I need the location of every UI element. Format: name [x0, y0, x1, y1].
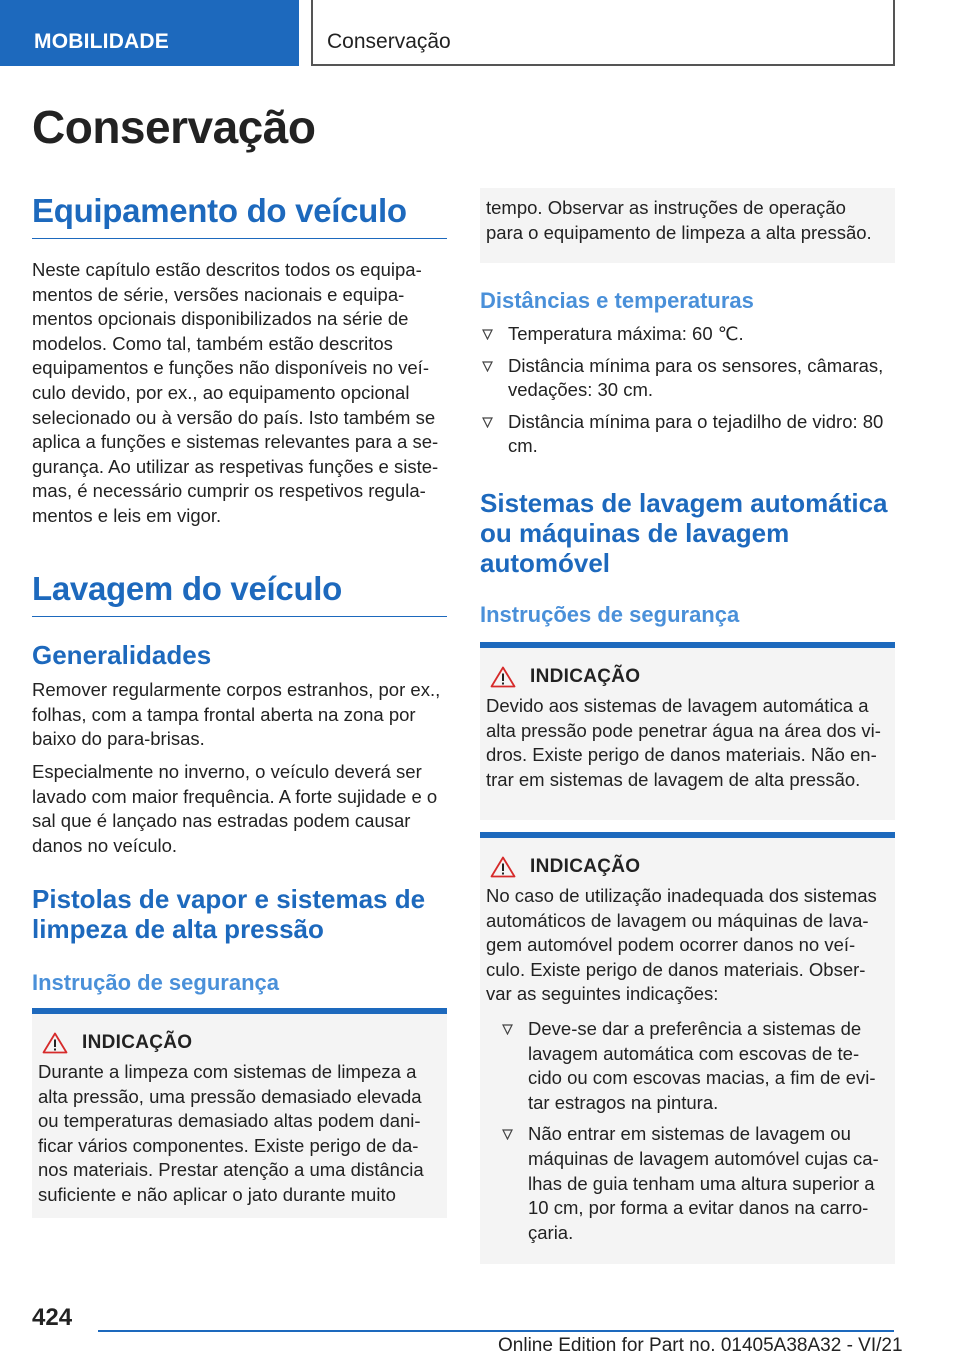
edition-note: Online Edition for Part no. 01405A38A32 - VI/21	[498, 1335, 903, 1356]
heading-safety-instructions: Instruções de segurança	[480, 602, 740, 627]
footer-divider	[98, 1330, 894, 1332]
list-washing-recommendations	[500, 1017, 887, 1245]
notice-text: Devido aos sistemas de lavagem automática a alta pressão pode penetrar água na área dos vi-dros. Existe perigo de danos materiais. Não en-trar em sistemas de lavagem de alta pressão.	[486, 695, 881, 790]
notice-title: INDICAÇÃO	[530, 666, 641, 687]
heading-distances-temperatures: Distâncias e temperaturas	[480, 288, 754, 313]
heading-automatic-washing: Sistemas de lavagem automática ou máquinas de lavagem automóvel	[480, 488, 888, 578]
warning-triangle-icon	[490, 666, 516, 688]
paragraph-general-1: Remover regularmente corpos estranhos, por ex., folhas, com a tampa frontal aberta na zona por baixo do para-brisas.	[32, 679, 441, 750]
triangle-bullet-icon	[482, 361, 493, 372]
notice-text: No caso de utilização inadequada dos sistemas automáticos de lavagem ou máquinas de lava-gem automóvel podem ocorrer danos no veí-culo. Existe perigo de danos materiais. Obser-var as seguintes indicações:	[486, 885, 877, 1005]
notice-box-pressure-continued	[480, 188, 895, 263]
list-item: Não entrar em sistemas de lavagem ou máquinas de lavagem automóvel cujas ca-lhas de guia tenham uma altura superior a 10 cm, por forma a evitar danos na carro-çaria.	[500, 1122, 887, 1245]
heading-safety-instruction: Instrução de segurança	[32, 970, 279, 995]
heading-steam-cleaners: Pistolas de vapor e sistemas de limpeza de alta pressão	[32, 884, 426, 944]
notice-text: Durante a limpeza com sistemas de limpeza a alta pressão, uma pressão demasiado elevada ou temperaturas demasiado altas podem dani-ficar vários componentes. Existe perigo de da-nos materiais. Prestar atenção a uma distância suficiente e não aplicar o jato durante muito	[38, 1061, 424, 1205]
page-header	[0, 0, 960, 66]
notice-text-continued: tempo. Observar as instruções de operação para o equipamento de limpeza a alta pressão.	[486, 197, 872, 243]
chapter-label: Conservação	[327, 30, 451, 53]
warning-triangle-icon	[490, 856, 516, 878]
notice-header	[488, 666, 887, 688]
chapter-tab	[311, 0, 895, 66]
notice-box-pressure	[32, 1008, 447, 1218]
page-number: 424	[32, 1304, 73, 1331]
notice-header	[40, 1032, 439, 1054]
triangle-bullet-icon	[482, 329, 493, 340]
notice-header	[488, 856, 887, 878]
heading-general: Generalidades	[32, 640, 212, 670]
list-distances	[480, 322, 895, 466]
list-item: Temperatura máxima: 60 ℃.	[480, 322, 895, 347]
triangle-bullet-icon	[502, 1024, 513, 1035]
paragraph-equipment: Neste capítulo estão descritos todos os equipa-mentos de série, versões nacionais e equipa-mentos opcionais disponibilizados na série de modelos. Como tal, também estão descritos equipamentos e funções não disponíveis no veí-culo devido, por ex., ao equipamento opcional selecionado ou à versão do país. Isto também se aplica a funções e sistemas relevantes para a se-gurança. Ao utilizar as respetivas funções e siste-mas, é necessário cumprir os respetivos regula-mentos e leis em vigor.	[32, 259, 439, 526]
warning-triangle-icon	[42, 1032, 68, 1054]
triangle-bullet-icon	[482, 417, 493, 428]
notice-title: INDICAÇÃO	[82, 1032, 193, 1053]
notice-title: INDICAÇÃO	[530, 856, 641, 877]
section-label: MOBILIDADE	[34, 30, 169, 53]
list-item: Distância mínima para os sensores, câmaras, vedações: 30 cm.	[480, 354, 895, 403]
list-item: Deve-se dar a preferência a sistemas de lavagem automática com escovas de te-cido ou com escovas macias, a fim de evi-tar estragos na pintura.	[500, 1017, 887, 1115]
page-title: Conservação	[32, 101, 316, 153]
heading-equipment: Equipamento do veículo	[32, 192, 447, 239]
triangle-bullet-icon	[502, 1129, 513, 1140]
list-item: Distância mínima para o tejadilho de vidro: 80 cm.	[480, 410, 895, 459]
heading-vehicle-wash: Lavagem do veículo	[32, 570, 447, 617]
paragraph-general-2: Especialmente no inverno, o veículo deverá ser lavado com maior frequência. A forte sujidade e o sal que é lançado nas estradas podem causar danos no veículo.	[32, 761, 438, 856]
section-tab	[0, 0, 299, 66]
notice-box-water-ingress	[480, 642, 895, 820]
notice-box-improper-use	[480, 832, 895, 1264]
